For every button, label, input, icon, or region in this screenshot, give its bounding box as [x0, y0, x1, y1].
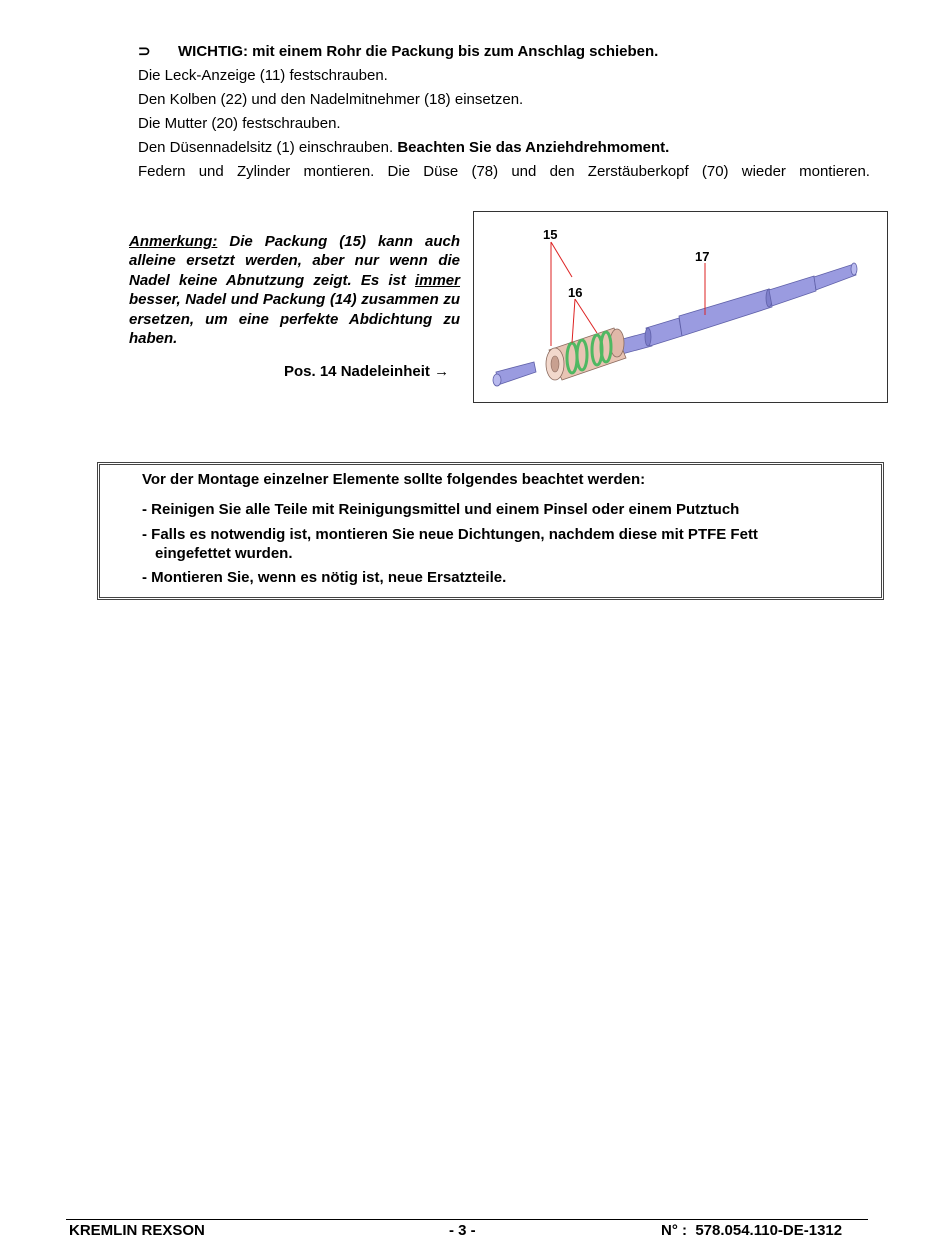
step-springs: [138, 163, 870, 181]
footer-document-number: N° : 578.054.110-DE-1312: [661, 1222, 843, 1239]
notice-item-2-line-1: - Falls es notwendig ist, montieren Sie neue Dichtungen, nachdem diese mit PTFE Fett: [142, 526, 758, 543]
word: (70): [701, 163, 729, 180]
callout-16: 16: [568, 285, 583, 300]
word: (78): [471, 163, 499, 180]
note-emphasis: immer: [414, 271, 460, 289]
needle-assembly-drawing: [474, 212, 889, 404]
step-piston: Den Kolben (22) und den Nadelmitnehmer (18) einsetzen.: [138, 91, 524, 108]
word: und: [198, 163, 224, 180]
note-label: Anmerkung:: [129, 233, 218, 250]
step-4-emphasis: Beachten Sie das Anziehdrehmoment.: [397, 139, 670, 156]
position-text: Pos. 14 Nadeleinheit: [284, 363, 430, 380]
footer-company: KREMLIN REXSON: [69, 1222, 205, 1239]
word: montieren.: [799, 163, 870, 180]
word: Zerstäuberkopf: [587, 163, 689, 180]
step-nut: Die Mutter (20) festschrauben.: [138, 115, 341, 132]
footer-divider: [66, 1219, 868, 1220]
footer-page-number: - 3 -: [449, 1222, 476, 1239]
word: Zylinder: [236, 163, 291, 180]
word: Federn: [138, 163, 186, 180]
hook-arrow-icon: ⊃: [138, 43, 151, 60]
note-text-1: Die Packung (15) kann auch alleine ersetzt werden, aber nur wenn die Nadel keine Abnutzung zeigt. Es ist: [129, 233, 460, 289]
notice-item-2-line-2: eingefettet wurden.: [155, 545, 293, 562]
word: Düse: [423, 163, 459, 180]
word: und: [511, 163, 537, 180]
position-label: [284, 363, 449, 380]
word: montieren.: [303, 163, 375, 180]
needle-assembly-figure: [473, 211, 888, 403]
important-instruction: [138, 43, 658, 61]
important-text: WICHTIG: mit einem Rohr die Packung bis zum Anschlag schieben.: [178, 43, 659, 60]
word: wieder: [741, 163, 786, 180]
word: den: [549, 163, 575, 180]
note-text-2: besser, Nadel und Packung (14) zusammen zu ersetzen, um eine perfekte Abdichtung zu haben.: [129, 291, 460, 348]
note-paragraph: [129, 232, 460, 348]
callout-15: 15: [543, 227, 558, 242]
step-leak-indicator: Die Leck-Anzeige (11) festschrauben.: [138, 67, 388, 84]
notice-item-spare-parts: - Montieren Sie, wenn es nötig ist, neue Ersatzteile.: [142, 569, 507, 586]
word: Die: [387, 163, 411, 180]
notice-item-seals: [142, 525, 842, 563]
arrow-right-icon: →: [434, 363, 450, 380]
step-nozzle-seat: [138, 139, 669, 157]
notice-title: Vor der Montage einzelner Elemente sollte folgendes beachtet werden:: [142, 471, 646, 488]
callout-17: 17: [695, 249, 710, 264]
step-4-text: Den Düsennadelsitz (1) einschrauben.: [138, 139, 394, 156]
notice-item-cleaning: - Reinigen Sie alle Teile mit Reinigungsmittel und einem Pinsel oder einem Putztuch: [142, 501, 740, 518]
